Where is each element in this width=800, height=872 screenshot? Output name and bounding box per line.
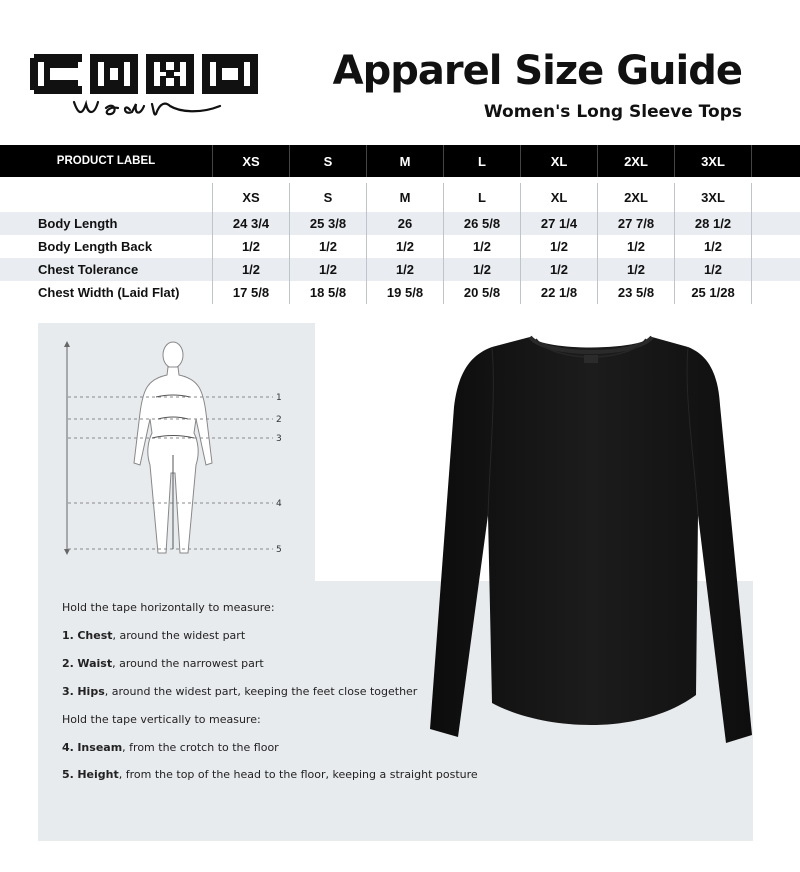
instruction-num: 1. <box>62 629 74 642</box>
value-cell: 1/2 <box>213 258 290 281</box>
header-size-xs: XS <box>213 145 290 177</box>
row-tail <box>752 235 800 258</box>
page-title: Apparel Size Guide <box>332 48 742 94</box>
row-label: Body Length <box>0 212 213 235</box>
value-cell: 1/2 <box>521 258 598 281</box>
diagram-marker-3: 3 <box>276 434 282 444</box>
value-cell: 1/2 <box>290 258 367 281</box>
value-cell: 1/2 <box>367 258 444 281</box>
size-cell: 2XL <box>598 183 675 212</box>
instruction-desc: , around the narrowest part <box>112 657 264 670</box>
table-row-body-length-back <box>0 235 800 258</box>
instruction-desc: , from the top of the head to the floor, keeping a straight posture <box>118 768 478 781</box>
header-size-xl: XL <box>521 145 598 177</box>
header-product-label: PRODUCT LABEL <box>0 145 213 177</box>
instruction-desc: , around the widest part <box>112 629 246 642</box>
value-cell: 17 5/8 <box>213 281 290 304</box>
row-tail <box>752 183 800 212</box>
value-cell: 1/2 <box>290 235 367 258</box>
body-measurement-figure <box>38 323 315 581</box>
header-size-m: M <box>367 145 444 177</box>
row-label: Chest Width (Laid Flat) <box>0 281 213 304</box>
value-cell: 1/2 <box>213 235 290 258</box>
instruction-item-chest <box>62 629 245 642</box>
row-label: Chest Tolerance <box>0 258 213 281</box>
value-cell: 27 1/4 <box>521 212 598 235</box>
value-cell: 1/2 <box>444 258 521 281</box>
instruction-num: 5. <box>62 768 74 781</box>
instruction-item-hips <box>62 685 417 698</box>
value-cell: 23 5/8 <box>598 281 675 304</box>
row-tail <box>752 258 800 281</box>
table-header-row <box>0 145 800 177</box>
value-cell: 19 5/8 <box>367 281 444 304</box>
header-size-2xl: 2XL <box>598 145 675 177</box>
value-cell: 22 1/8 <box>521 281 598 304</box>
diagram-marker-2: 2 <box>276 415 282 425</box>
instruction-term: Chest <box>77 629 113 642</box>
instruction-term: Waist <box>77 657 113 670</box>
instruction-desc: , around the widest part, keeping the feet close together <box>104 685 418 698</box>
table-row-chest-width <box>0 281 800 304</box>
header-size-s: S <box>290 145 367 177</box>
table-row-sizes <box>0 183 800 212</box>
value-cell: 24 3/4 <box>213 212 290 235</box>
instruction-num: 4. <box>62 741 74 754</box>
brand-logo <box>30 48 262 126</box>
size-cell: M <box>367 183 444 212</box>
table-row-body-length <box>0 212 800 235</box>
header-size-l: L <box>444 145 521 177</box>
size-cell: 3XL <box>675 183 752 212</box>
header-tail <box>752 145 800 177</box>
value-cell: 25 1/28 <box>675 281 752 304</box>
value-cell: 1/2 <box>444 235 521 258</box>
instruction-item-waist <box>62 657 264 670</box>
instruction-item-inseam <box>62 741 279 754</box>
value-cell: 20 5/8 <box>444 281 521 304</box>
value-cell: 28 1/2 <box>675 212 752 235</box>
value-cell: 25 3/8 <box>290 212 367 235</box>
instructions-vertical-intro: Hold the tape vertically to measure: <box>62 713 261 726</box>
value-cell: 26 5/8 <box>444 212 521 235</box>
measurement-diagram-panel <box>38 323 315 581</box>
header-size-3xl: 3XL <box>675 145 752 177</box>
instruction-item-height <box>62 768 478 781</box>
long-sleeve-shirt-image <box>426 325 756 750</box>
instruction-term: Hips <box>77 685 105 698</box>
instruction-term: Inseam <box>77 741 123 754</box>
size-cell: XS <box>213 183 290 212</box>
table-row-chest-tolerance <box>0 258 800 281</box>
logo-script-wear <box>70 92 250 126</box>
instruction-desc: , from the crotch to the floor <box>122 741 279 754</box>
diagram-marker-1: 1 <box>276 393 282 403</box>
instruction-num: 2. <box>62 657 74 670</box>
instruction-term: Height <box>77 768 119 781</box>
value-cell: 1/2 <box>598 235 675 258</box>
row-tail <box>752 281 800 304</box>
instruction-num: 3. <box>62 685 74 698</box>
value-cell: 27 7/8 <box>598 212 675 235</box>
value-cell: 1/2 <box>598 258 675 281</box>
page-subtitle: Women's Long Sleeve Tops <box>483 102 742 122</box>
value-cell: 18 5/8 <box>290 281 367 304</box>
row-tail <box>752 212 800 235</box>
value-cell: 1/2 <box>675 258 752 281</box>
diagram-marker-4: 4 <box>276 499 282 509</box>
row-label: Body Length Back <box>0 235 213 258</box>
size-cell: S <box>290 183 367 212</box>
value-cell: 1/2 <box>521 235 598 258</box>
instructions-horizontal-intro: Hold the tape horizontally to measure: <box>62 601 275 614</box>
row-label-empty <box>0 183 213 212</box>
value-cell: 1/2 <box>367 235 444 258</box>
value-cell: 26 <box>367 212 444 235</box>
diagram-marker-5: 5 <box>276 545 282 555</box>
size-cell: L <box>444 183 521 212</box>
value-cell: 1/2 <box>675 235 752 258</box>
size-chart-table <box>0 145 800 304</box>
size-cell: XL <box>521 183 598 212</box>
